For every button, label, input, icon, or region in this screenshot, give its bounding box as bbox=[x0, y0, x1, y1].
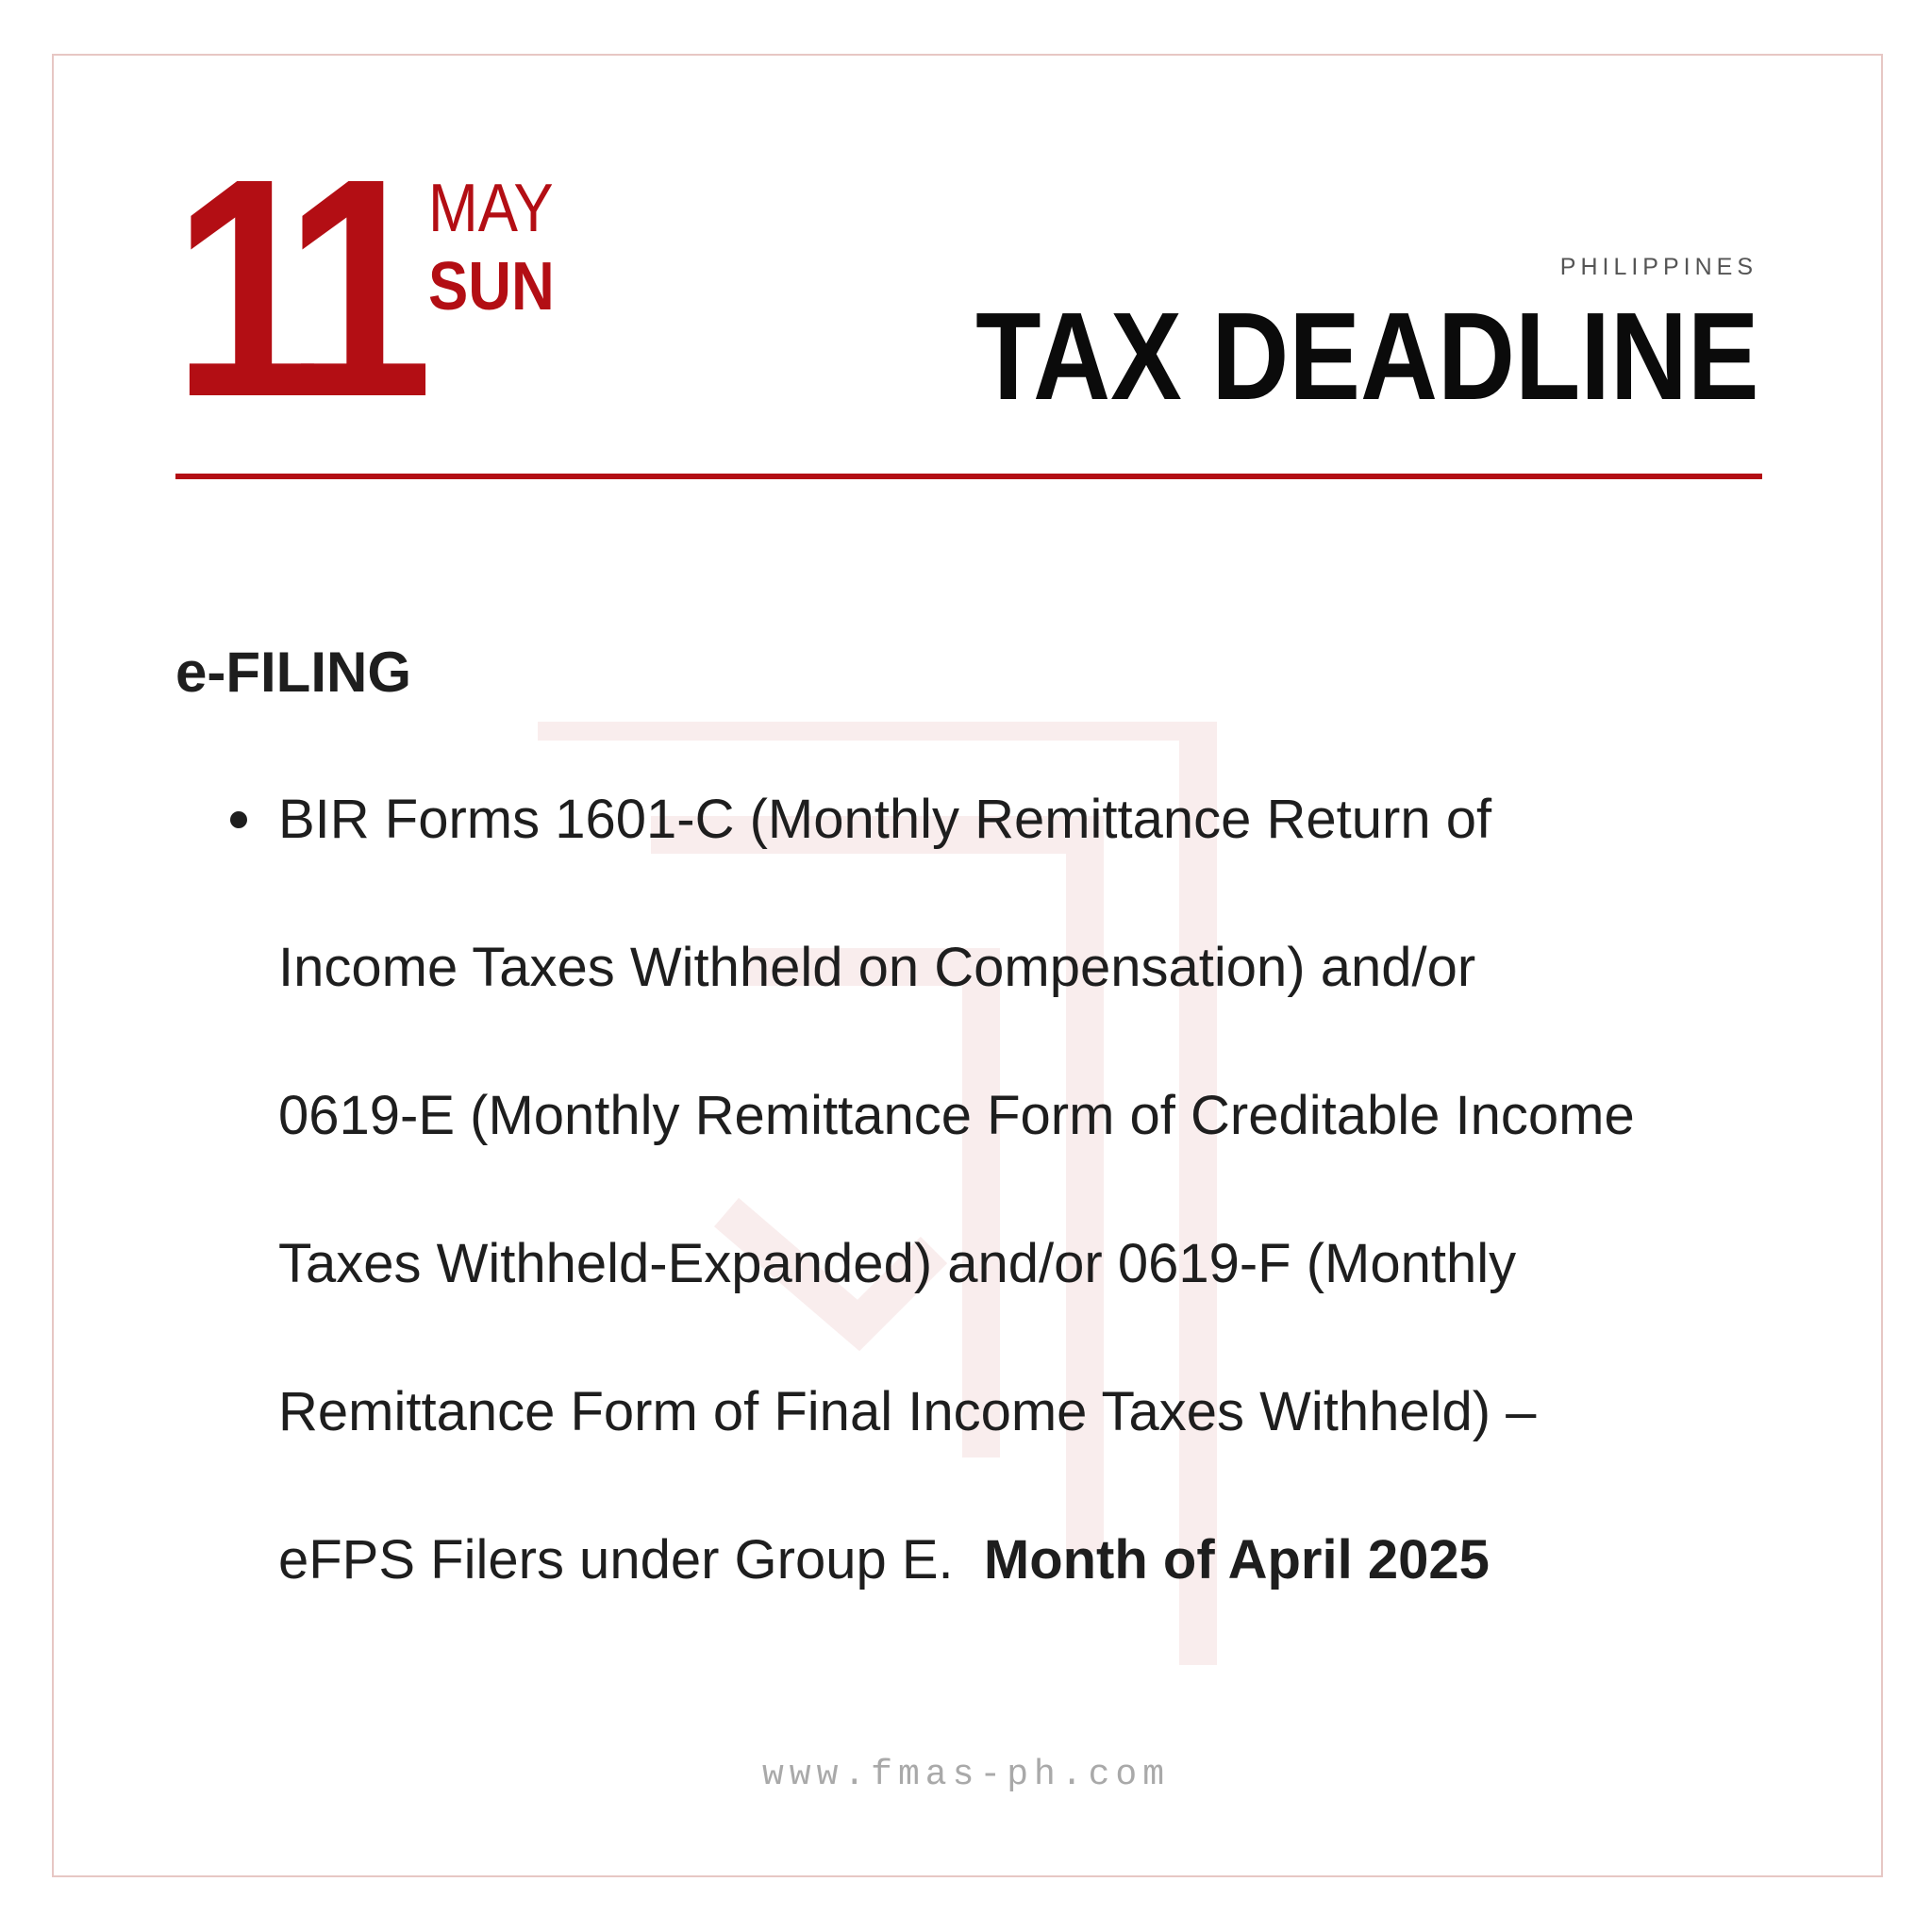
item-line: Remittance Form of Final Income Taxes Withheld) – bbox=[278, 1381, 1537, 1442]
website-link[interactable]: www.fmas-ph.com bbox=[761, 1755, 1171, 1795]
item-line: Income Taxes Withheld on Compensation) and/or bbox=[278, 937, 1476, 998]
page-title: TAX DEADLINE bbox=[975, 287, 1759, 425]
item-line: eFPS Filers under Group E. bbox=[278, 1529, 954, 1591]
item-line: Taxes Withheld-Expanded) and/or 0619-F (Monthly bbox=[278, 1233, 1517, 1294]
item-last-line bbox=[278, 1527, 1490, 1593]
country-label: PHILIPPINES bbox=[1559, 254, 1757, 280]
section-heading: e-FILING bbox=[175, 641, 411, 704]
logo-watermark bbox=[538, 722, 1387, 1665]
bullet-icon bbox=[230, 811, 247, 828]
deadline-day: 11 bbox=[173, 113, 410, 461]
header-divider bbox=[175, 474, 1762, 479]
item-line: BIR Forms 1601-C (Monthly Remittance Return of bbox=[278, 789, 1492, 850]
deadline-weekday: SUN bbox=[428, 249, 555, 325]
deadline-month: MAY bbox=[428, 171, 554, 246]
filing-period: Month of April 2025 bbox=[983, 1529, 1490, 1591]
item-line: 0619-E (Monthly Remittance Form of Creditable Income bbox=[278, 1085, 1635, 1146]
